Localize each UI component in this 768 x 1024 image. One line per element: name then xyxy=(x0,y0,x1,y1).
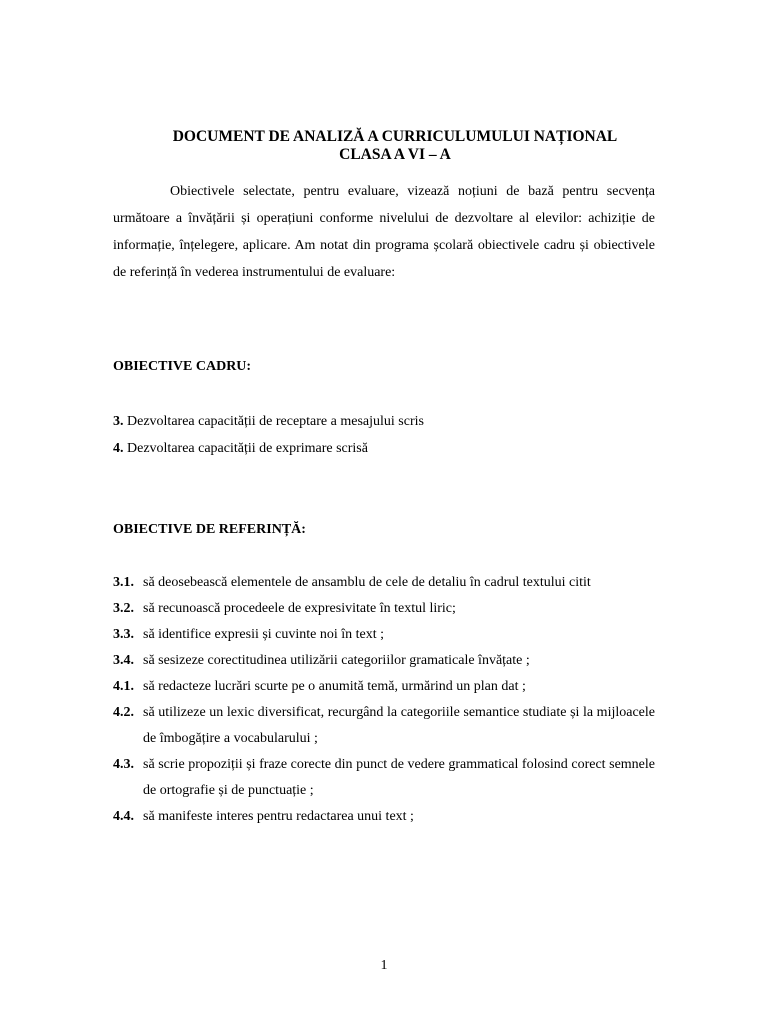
list-item-text: să utilizeze un lexic diversificat, recurgând la categoriile semantice studiate și la mijloacele de îmbogățire a vocabularului ; xyxy=(143,705,655,746)
list-item-text: să identifice expresii și cuvinte noi în text ; xyxy=(143,627,385,642)
list-item xyxy=(113,596,655,622)
cadru-item-text: Dezvoltarea capacității de exprimare scrisă xyxy=(127,441,368,456)
document-title: DOCUMENT DE ANALIZĂ A CURRICULUMULUI NAȚIONAL xyxy=(172,128,618,145)
page-number: 1 xyxy=(380,958,388,973)
list-item-number: 4.4. xyxy=(113,809,134,824)
obiective-cadru-heading: OBIECTIVE CADRU: xyxy=(113,359,252,374)
list-item-text: să redacteze lucrări scurte pe o anumită temă, urmărind un plan dat ; xyxy=(143,679,526,694)
intro-paragraph: Obiectivele selectate, pentru evaluare, vizează noțiuni de bază pentru secvența următoare a învățării și operațiuni conforme nivelului de dezvoltare al elevilor: achiziție de informație, înțelegere, aplicare. Am notat din programa școlară obiectivele cadru și obiectivele de referință în vederea instrumentului de evaluare: xyxy=(113,184,655,280)
list-item xyxy=(113,700,655,752)
list-item-text: să sesizeze corectitudinea utilizării categoriilor gramaticale învățate ; xyxy=(143,653,530,668)
list-item-number: 3.3. xyxy=(113,627,134,642)
list-item xyxy=(113,674,655,700)
cadru-item xyxy=(113,441,368,457)
list-item-text: să deosebească elementele de ansamblu de cele de detaliu în cadrul textului citit xyxy=(143,575,591,590)
list-item-text: să manifeste interes pentru redactarea unui text ; xyxy=(143,809,414,824)
cadru-item xyxy=(113,414,424,430)
document-subtitle: CLASA A VI – A xyxy=(339,146,451,163)
list-item-number: 3.4. xyxy=(113,653,134,668)
list-item xyxy=(113,804,655,830)
list-item xyxy=(113,648,655,674)
cadru-item-text: Dezvoltarea capacității de receptare a mesajului scris xyxy=(127,414,424,429)
list-item-number: 4.3. xyxy=(113,757,134,772)
list-item xyxy=(113,570,655,596)
list-item xyxy=(113,752,655,804)
list-item-text: să scrie propoziții și fraze corecte din punct de vedere grammatical folosind corect semnele de ortografie și de punctuație ; xyxy=(143,757,655,798)
list-item-number: 4.1. xyxy=(113,679,134,694)
list-item xyxy=(113,622,655,648)
list-item-number: 3.1. xyxy=(113,575,134,590)
list-item-text: să recunoască procedeele de expresivitate în textul liric; xyxy=(143,601,456,616)
obiective-referinta-heading: OBIECTIVE DE REFERINȚĂ: xyxy=(113,522,306,537)
list-item-number: 3.2. xyxy=(113,601,134,616)
list-item-number: 4.2. xyxy=(113,705,134,720)
cadru-item-number: 3. xyxy=(113,414,124,429)
cadru-item-number: 4. xyxy=(113,441,124,456)
obiective-referinta-list xyxy=(113,570,655,830)
